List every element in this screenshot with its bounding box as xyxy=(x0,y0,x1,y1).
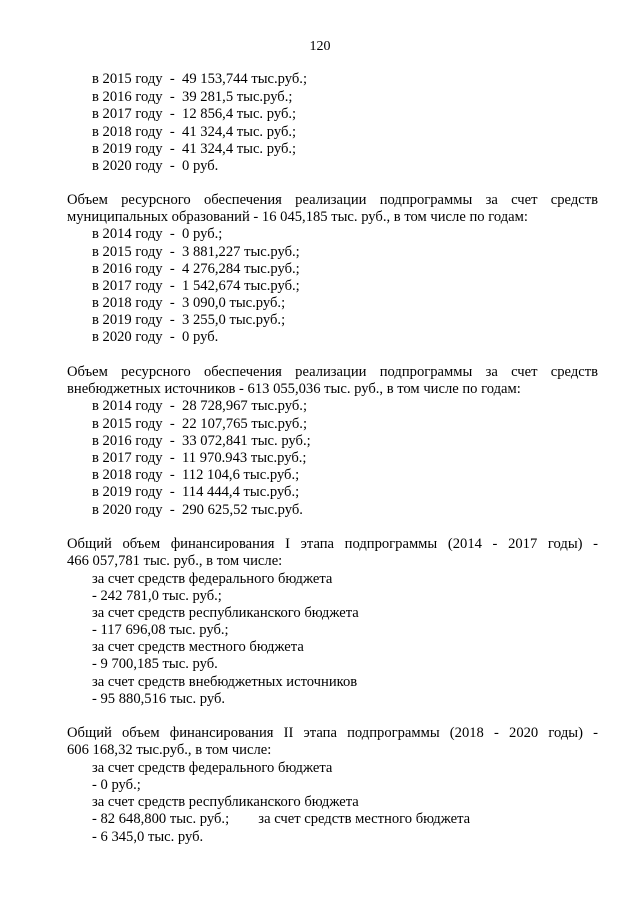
paragraph-line: Объем ресурсного обеспечения реализации подпрограммы за счет средств xyxy=(67,192,598,208)
year-line: в 2017 году - 11 970.943 тыс.руб.; xyxy=(92,450,307,466)
year-line: в 2016 году - 39 281,5 тыс.руб.; xyxy=(92,89,293,105)
year-line: в 2018 году - 41 324,4 тыс. руб.; xyxy=(92,124,297,140)
paragraph-line: Общий объем финансирования II этапа подпрограммы (2018 - 2020 годы) - xyxy=(67,725,598,741)
year-line: в 2019 году - 3 255,0 тыс.руб.; xyxy=(92,312,286,328)
year-line: в 2015 году - 22 107,765 тыс.руб.; xyxy=(92,416,308,432)
year-line: в 2017 году - 1 542,674 тыс.руб.; xyxy=(92,278,300,294)
year-line: в 2019 году - 41 324,4 тыс. руб.; xyxy=(92,141,297,157)
paragraph-line: внебюджетных источников - 613 055,036 тыс. руб., в том числе по годам: xyxy=(67,381,521,397)
paragraph-line: 466 057,781 тыс. руб., в том числе: xyxy=(67,553,283,569)
paragraph-line: муниципальных образований - 16 045,185 тыс. руб., в том числе по годам: xyxy=(67,209,528,225)
year-line: в 2020 году - 0 руб. xyxy=(92,158,219,174)
funding-source: за счет средств местного бюджета xyxy=(92,639,304,655)
year-line: в 2016 году - 33 072,841 тыс. руб.; xyxy=(92,433,311,449)
funding-amount: - 6 345,0 тыс. руб. xyxy=(92,829,204,845)
funding-amount: - 117 696,08 тыс. руб.; xyxy=(92,622,229,638)
year-line: в 2020 году - 0 руб. xyxy=(92,329,219,345)
year-line: в 2018 году - 112 104,6 тыс.руб.; xyxy=(92,467,300,483)
page-number: 120 xyxy=(309,39,331,54)
paragraph-line: 606 168,32 тыс.руб., в том числе: xyxy=(67,742,272,758)
funding-amount: - 95 880,516 тыс. руб. xyxy=(92,691,226,707)
funding-amount: - 0 руб.; xyxy=(92,777,141,793)
funding-amount: - 82 648,800 тыс. руб.; за счет средств местного бюджета xyxy=(92,811,471,827)
funding-source: за счет средств республиканского бюджета xyxy=(92,605,359,621)
funding-source: за счет средств федерального бюджета xyxy=(92,571,333,587)
year-line: в 2020 году - 290 625,52 тыс.руб. xyxy=(92,502,303,518)
year-line: в 2016 году - 4 276,284 тыс.руб.; xyxy=(92,261,300,277)
year-line: в 2015 году - 3 881,227 тыс.руб.; xyxy=(92,244,300,260)
year-line: в 2015 году - 49 153,744 тыс.руб.; xyxy=(92,71,308,87)
year-line: в 2014 году - 28 728,967 тыс.руб.; xyxy=(92,398,308,414)
year-line: в 2017 году - 12 856,4 тыс. руб.; xyxy=(92,106,297,122)
funding-source: за счет средств федерального бюджета xyxy=(92,760,333,776)
year-line: в 2018 году - 3 090,0 тыс.руб.; xyxy=(92,295,286,311)
year-line: в 2014 году - 0 руб.; xyxy=(92,226,223,242)
paragraph-line: Объем ресурсного обеспечения реализации подпрограммы за счет средств xyxy=(67,364,598,380)
funding-amount: - 9 700,185 тыс. руб. xyxy=(92,656,218,672)
year-line: в 2019 году - 114 444,4 тыс.руб.; xyxy=(92,484,300,500)
funding-source: за счет средств республиканского бюджета xyxy=(92,794,359,810)
funding-amount: - 242 781,0 тыс. руб.; xyxy=(92,588,222,604)
funding-source: за счет средств внебюджетных источников xyxy=(92,674,358,690)
paragraph-line: Общий объем финансирования I этапа подпрограммы (2014 - 2017 годы) - xyxy=(67,536,598,552)
